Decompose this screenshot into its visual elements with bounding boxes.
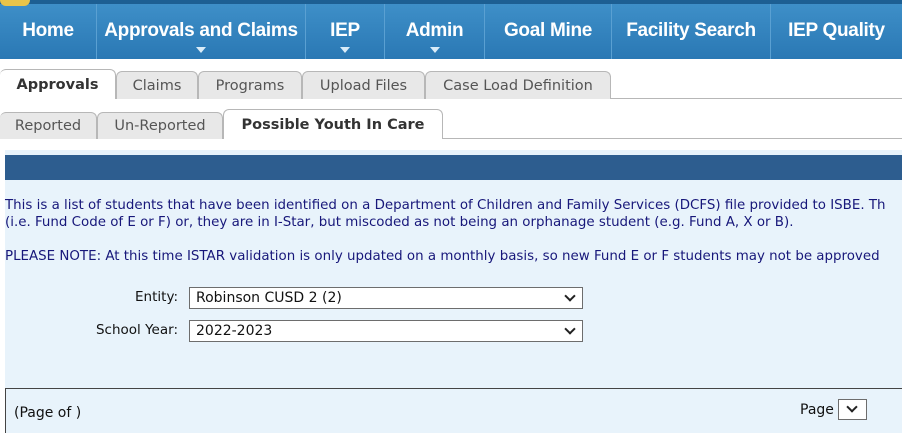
tab-upload-files-label: Upload Files: [319, 77, 408, 94]
nav-facility-search[interactable]: [612, 4, 771, 59]
chevron-down-icon: [564, 290, 575, 301]
tab-programs[interactable]: [198, 71, 302, 99]
page-label: Page: [800, 402, 834, 418]
entity-select-value: Robinson CUSD 2 (2): [196, 290, 342, 306]
nav-home-label: Home: [22, 20, 74, 41]
chevron-down-icon: [846, 401, 857, 412]
tab-un-reported[interactable]: [97, 112, 223, 139]
school-year-select-value: 2022-2023: [196, 323, 273, 339]
top-nav: [0, 0, 902, 59]
entity-select[interactable]: [189, 287, 583, 309]
page-select[interactable]: [838, 399, 867, 420]
chevron-down-icon: [430, 47, 440, 53]
tab-reported[interactable]: [0, 112, 97, 139]
nav-iep-label: IEP: [330, 20, 360, 41]
tab-case-load-definition[interactable]: [425, 71, 611, 99]
tab-un-reported-label: Un-Reported: [114, 118, 206, 134]
secondary-tabs: [0, 108, 902, 139]
tab-approvals-label: Approvals: [16, 76, 99, 93]
tab-case-load-definition-label: Case Load Definition: [443, 77, 593, 94]
nav-goal-mine[interactable]: [485, 4, 612, 59]
nav-admin[interactable]: [385, 4, 485, 59]
nav-goal-mine-label: Goal Mine: [503, 20, 593, 41]
nav-admin-label: Admin: [405, 20, 464, 41]
school-year-select[interactable]: [189, 320, 583, 342]
tab-reported-label: Reported: [14, 118, 82, 134]
nav-approvals-claims[interactable]: [97, 4, 306, 59]
chevron-down-icon: [340, 47, 350, 53]
info-note: PLEASE NOTE: At this time ISTAR validation is only updated on a monthly basis, so new Fund E or F students may not be approved: [5, 249, 880, 264]
tab-programs-label: Programs: [215, 77, 285, 94]
entity-label: Entity:: [135, 289, 178, 305]
tab-upload-files[interactable]: [302, 71, 425, 99]
tab-claims[interactable]: [116, 71, 198, 99]
school-year-label: School Year:: [95, 322, 178, 338]
primary-tabs: [0, 66, 902, 99]
nav-iep-quality-label: IEP Quality: [788, 20, 885, 41]
nav-iep-quality[interactable]: [771, 4, 902, 59]
tab-possible-youth-in-care[interactable]: [223, 109, 443, 139]
nav-approvals-claims-label: Approvals and Claims: [104, 20, 298, 41]
header-bar: [5, 155, 902, 180]
page-of-text: (Page of ): [14, 405, 82, 421]
chevron-down-icon: [564, 323, 575, 334]
info-line-2: (i.e. Fund Code of E or F) or, they are in I-Star, but miscoded as not being an orphanage student (e.g. Fund A, X or B).: [5, 215, 794, 230]
pager: [5, 388, 902, 433]
info-line-1: This is a list of students that have been identified on a Department of Children and Family Services (DCFS) file provided to ISBE. Th: [5, 198, 886, 213]
nav-iep[interactable]: [306, 4, 385, 59]
nav-facility-search-label: Facility Search: [626, 20, 756, 41]
nav-home[interactable]: [0, 4, 97, 59]
chevron-down-icon: [196, 47, 206, 53]
tab-possible-youth-in-care-label: Possible Youth In Care: [241, 116, 425, 133]
tab-approvals[interactable]: [0, 69, 116, 99]
tab-claims-label: Claims: [132, 77, 182, 94]
